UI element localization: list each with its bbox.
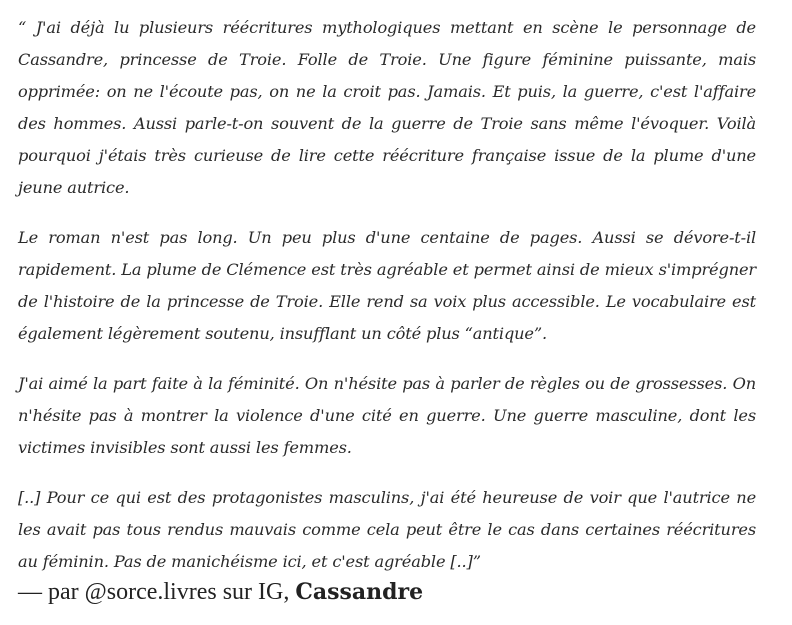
- review-quote: [18, 12, 756, 596]
- review-paragraph-3: J'ai aimé la part faite à la féminité. On n'hésite pas à parler de règles ou de grossesses. On n'hésite pas à montrer la violence d'une cité en guerre. Une guerre masculine, dont les victimes invisibles sont aussi les femmes.: [18, 374, 756, 457]
- review-attribution: [18, 574, 423, 610]
- review-paragraph-2: Le roman n'est pas long. Un peu plus d'une centaine de pages. Aussi se dévore-t-il rapidement. La plume de Clémence est très agréable et permet ainsi de mieux s'imprégner de l'histoire de la princesse de Troie. Elle rend sa voix plus accessible. Le vocabulaire est également légèrement soutenu, insufflant un côté plus “antique”.: [18, 228, 756, 343]
- book-title: Cassandre: [295, 579, 424, 605]
- review-paragraph-1: “ J'ai déjà lu plusieurs réécritures mythologiques mettant en scène le personnage de Cassandre, princesse de Troie. Folle de Troie. Une figure féminine puissante, mais opprimée: on ne l'écoute pas, on ne la croit pas. Jamais. Et puis, la guerre, c'est l'affaire des hommes. Aussi parle-t-on souvent de la guerre de Troie sans même l'évoquer. Voilà pourquoi j'étais très curieuse de lire cette réécriture française issue de la plume d'une jeune autrice.: [18, 18, 756, 197]
- review-paragraph-4: [..] Pour ce qui est des protagonistes masculins, j'ai été heureuse de voir que l'autrice ne les avait pas tous rendus mauvais comme cela peut être le cas dans certaines réécritures au féminin. Pas de manichéisme ici, et c'est agréable [..]”: [18, 488, 756, 571]
- attribution-source: — par @sorce.livres sur IG,: [18, 579, 296, 605]
